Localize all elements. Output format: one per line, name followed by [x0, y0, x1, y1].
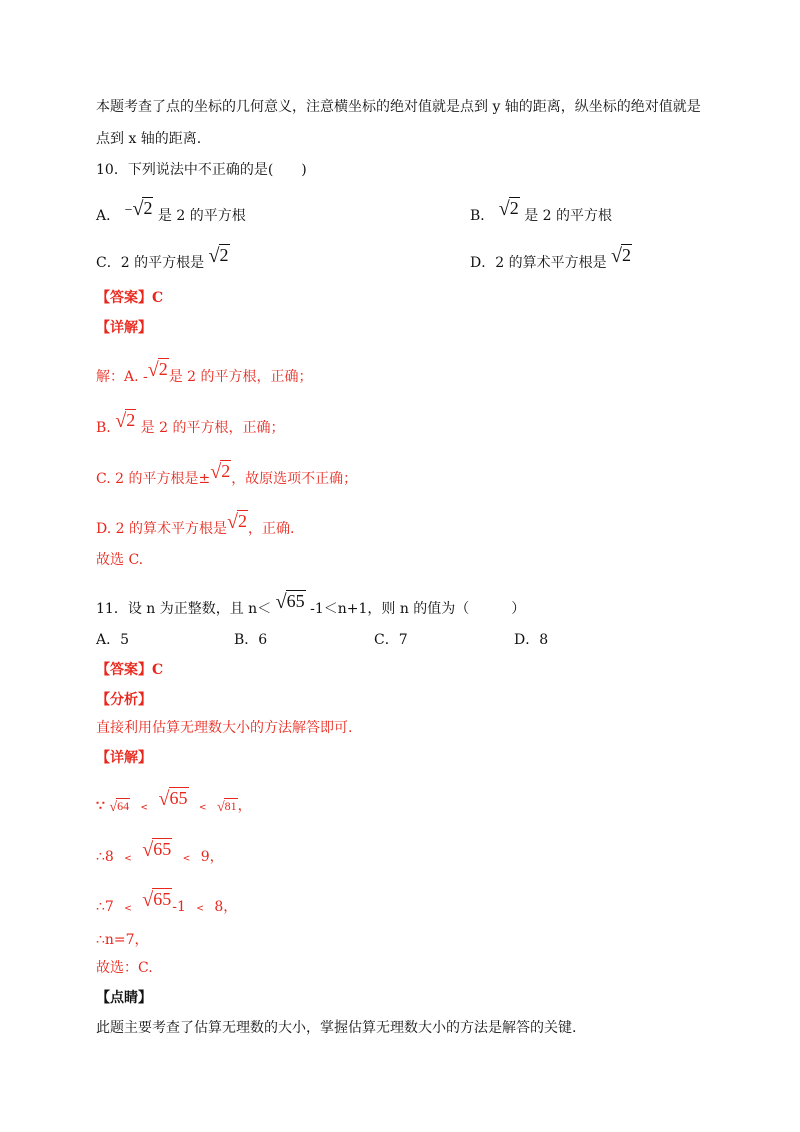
q11-answer-label: 【答案】C: [96, 662, 164, 678]
sqrt-expression: √65: [158, 788, 188, 810]
q11-option-b: B．6: [234, 632, 268, 648]
q10-option-c: C．2 的平方根是 √2 D．2 的算术平方根是 √2: [96, 245, 632, 271]
q11-detail-line-3: ∴7 < √65-1 < 8，: [96, 889, 238, 915]
sqrt-expression: √2: [226, 511, 247, 533]
q11-comment-label: 【点睛】: [96, 990, 152, 1006]
sqrt-expression: √81: [216, 799, 237, 815]
q11-detail-line-2: ∴8 < √65 < 9，: [96, 839, 224, 865]
q10-solution-line-4: D. 2 的算术平方根是√2，正确.: [96, 511, 295, 537]
sqrt-expression: √64: [109, 799, 130, 815]
sqrt-expression: √2: [611, 245, 632, 267]
q11-options: [96, 630, 549, 650]
q11-analysis-text: 直接利用估算无理数大小的方法解答即可.: [96, 720, 353, 736]
sqrt-expression: √65: [142, 839, 172, 861]
intro-line-1: 本题考查了点的坐标的几何意义，注意横坐标的绝对值就是点到 y 轴的距离，纵坐标的绝对值就是: [96, 99, 701, 115]
q11-detail-label: 【详解】: [96, 750, 152, 766]
sqrt-expression: −√2: [124, 198, 153, 220]
intro-line-2: 点到 x 轴的距离.: [96, 131, 202, 147]
option-text: 是 2 的平方根: [157, 208, 246, 224]
q10-conclusion: 故选 C.: [96, 552, 144, 568]
q11-detail-line-1: ∵ √64 < √65 < √81，: [96, 787, 252, 818]
q11-conclusion: 故选：C.: [96, 960, 153, 976]
q10-solution-line-1: 解：A. -√2是 2 的平方根，正确；: [96, 359, 313, 385]
q10-option-d: D．2 的算术平方根是 √2: [470, 245, 632, 271]
q10-solution-line-3: C. 2 的平方根是±√2，故原选项不正确；: [96, 461, 358, 487]
sqrt-expression: √2: [115, 410, 136, 432]
sqrt-expression: √2: [208, 245, 229, 267]
q10-detail-label: 【详解】: [96, 320, 152, 336]
q11-detail-line-4: ∴n=7，: [96, 932, 149, 948]
q11-stem: 11．设 n 为正整数，且 n＜ √65 -1＜n+1，则 n 的值为（ ）: [96, 591, 526, 617]
q10-answer-label: 【答案】C: [96, 290, 164, 306]
q11-option-d: D．8: [514, 632, 549, 648]
sqrt-expression: √2: [147, 359, 168, 381]
q11-analysis-label: 【分析】: [96, 692, 152, 708]
sqrt-expression: √2: [210, 461, 231, 483]
q10-option-b: B． √2 是 2 的平方根: [470, 198, 612, 224]
sqrt-expression: √65: [275, 591, 305, 613]
sqrt-expression: √2: [498, 198, 519, 220]
q10-stem: 10．下列说法中不正确的是( ): [96, 162, 307, 178]
q11-option-c: C．7: [374, 632, 408, 648]
q10-option-a: [96, 197, 612, 226]
q11-option-a: A．5: [96, 632, 130, 648]
sqrt-expression: √65: [142, 889, 172, 911]
q11-comment-text: 此题主要考查了估算无理数的大小，掌握估算无理数大小的方法是解答的关键.: [96, 1020, 577, 1036]
option-label: A．: [96, 208, 121, 224]
q10-solution-line-2: B. √2 是 2 的平方根，正确；: [96, 410, 285, 436]
